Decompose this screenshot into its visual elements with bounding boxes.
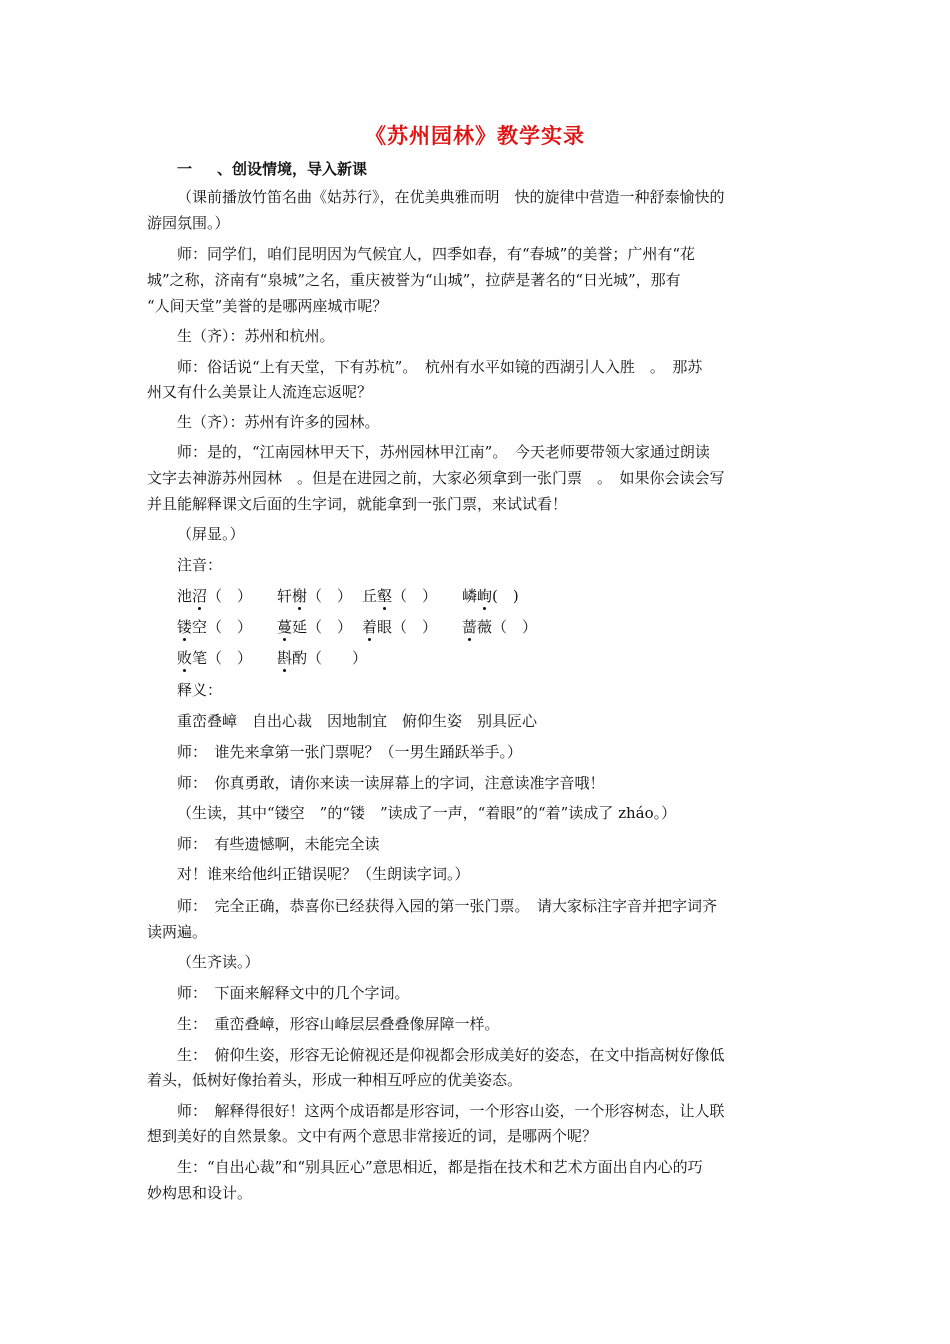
idiom-list: 重峦叠嶂 自出心裁 因地制宜 俯仰生姿 别具匠心: [177, 712, 538, 730]
dialogue-line: 妙构思和设计。: [147, 1184, 253, 1202]
vocab-item: 败笔（ ）: [177, 649, 253, 667]
page-title: 《苏州园林》教学实录: [365, 124, 585, 148]
paragraph-line: 并且能解释课文后面的生字词，就能拿到一张门票，来试试看！: [147, 495, 568, 513]
vocab-item: 斟酌（ ）: [277, 649, 368, 667]
vocab-row: [177, 617, 627, 639]
paragraph-line: （课前播放竹笛名曲《姑苏行》，在优美典雅而明 快的旋律中营造一种舒泰愉快的: [177, 188, 725, 206]
dialogue-line: 生：“自出心裁”和“别具匠心”意思相近，都是指在技术和艺术方面出自内心的巧: [177, 1158, 703, 1176]
paragraph-line: 师：是的，“江南园林甲天下，苏州园林甲江南”。 今天老师要带领大家通过朗读: [177, 443, 710, 461]
dialogue-line: 师： 谁先来拿第一张门票呢？（一男生踊跃举手。）: [177, 743, 523, 761]
paragraph-line: （屏显。）: [177, 525, 245, 543]
vocab-item: 池沼（ ）: [177, 587, 253, 605]
paragraph-line: “人间天堂”美誉的是哪两座城市呢？: [147, 297, 388, 315]
paragraph-line: 师：同学们，咱们昆明因为气候宜人，四季如春，有“春城”的美誉；广州有“花: [177, 245, 696, 263]
dialogue-line: （生齐读。）: [177, 953, 260, 971]
paragraph-line: 文字去神游苏州园林 。但是在进园之前，大家必须拿到一张门票 。 如果你会读会写: [147, 469, 725, 487]
vocab-row: [177, 586, 627, 608]
dialogue-line: 师： 有些遗憾啊，未能完全读: [177, 835, 380, 853]
section-title: 、创设情境，导入新课: [217, 160, 368, 178]
vocab-item: 蔓延（ ）: [277, 618, 353, 636]
paragraph-line: 生（齐）：苏州有许多的园林。: [177, 413, 380, 431]
paragraph-line: 生（齐）：苏州和杭州。: [177, 327, 335, 345]
paragraph-line: 州又有什么美景让人流连忘返呢？: [147, 383, 373, 401]
dialogue-line: 师： 你真勇敢，请你来读一读屏幕上的字词，注意读准字音哦！: [177, 774, 605, 792]
dialogue-line: 师： 下面来解释文中的几个字词。: [177, 984, 410, 1002]
dialogue-line: （生读，其中“镂空 ”的“镂 ”读成了一声，“着眼”的“着”读成了 zháo。）: [177, 804, 677, 822]
dialogue-line: 师： 完全正确，恭喜你已经获得入园的第一张门票。 请大家标注字音并把字词齐: [177, 897, 718, 915]
vocab-row: [177, 648, 627, 670]
dialogue-line: 对！谁来给他纠正错误呢？（生朗读字词。）: [177, 865, 470, 883]
dialogue-line: 读两遍。: [147, 923, 208, 941]
dialogue-line: 生： 俯仰生姿，形容无论俯视还是仰视都会形成美好的姿态，在文中指高树好像低: [177, 1046, 725, 1064]
dialogue-line: 想到美好的自然景象。文中有两个意思非常接近的词，是哪两个呢？: [147, 1127, 598, 1145]
dialogue-line: 着头，低树好像抬着头，形成一种相互呼应的优美姿态。: [147, 1071, 523, 1089]
vocab-item: 嶙峋( ): [462, 587, 519, 605]
vocab-item: 蔷薇（ ）: [462, 618, 538, 636]
paragraph-line: 游园氛围。）: [147, 214, 230, 232]
zhuyin-label: 注音：: [177, 556, 223, 574]
dialogue-line: 师： 解释得很好！这两个成语都是形容词，一个形容山姿，一个形容树态，让人联: [177, 1102, 725, 1120]
paragraph-line: 师：俗话说“上有天堂，下有苏杭”。 杭州有水平如镜的西湖引人入胜 。 那苏: [177, 358, 703, 376]
paragraph-line: 城”之称，济南有“泉城”之名，重庆被誉为“山城”，拉萨是著名的“日光城”，那有: [147, 271, 681, 289]
vocab-item: 镂空（ ）: [177, 618, 253, 636]
vocab-item: 轩榭（ ）: [277, 587, 353, 605]
vocab-item: 丘壑（ ）: [362, 587, 438, 605]
shiyi-label: 释义：: [177, 681, 223, 699]
section-heading: [177, 158, 367, 179]
vocab-item: 着眼（ ）: [362, 618, 438, 636]
section-number: 一: [177, 160, 193, 178]
dialogue-line: 生： 重峦叠嶂，形容山峰层层叠叠像屏障一样。: [177, 1015, 500, 1033]
